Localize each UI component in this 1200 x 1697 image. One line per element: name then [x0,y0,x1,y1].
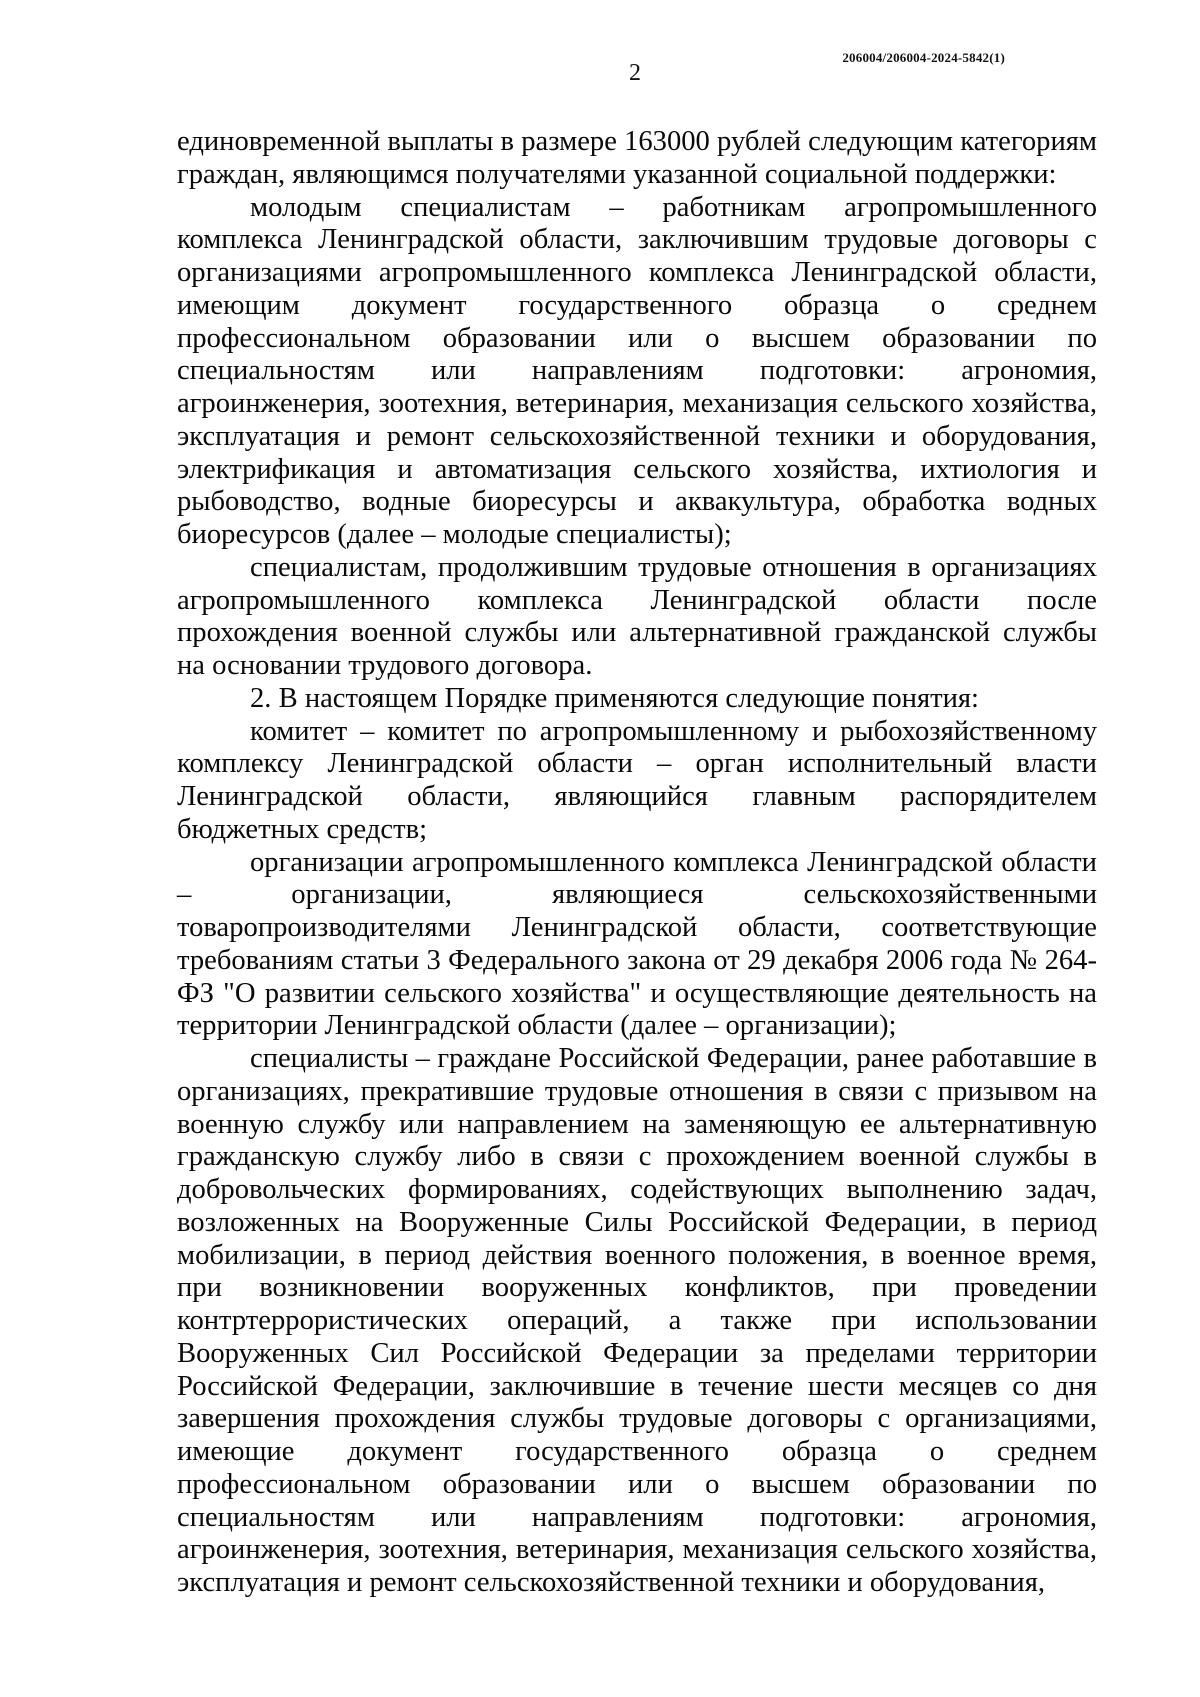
paragraph-definition-specialists: специалисты – граждане Российской Федерации, ранее работавшие в организациях, прекратившие трудовые отношения в связи с призывом на военную службу или направлением на заменяющую ее альтернативную гражданскую службу либо в связи с прохождением военной службы в добровольческих формированиях, содействующих выполнению задач, возложенных на Вооруженные Силы Российской Федерации, в период мобилизации, в период действия военного положения, в военное время, при возникновении вооруженных конфликтов, при проведении контртеррористических операций, а также при использовании Вооруженных Сил Российской Федерации за пределами территории Российской Федерации, заключившие в течение шести месяцев со дня завершения прохождения службы трудовые договоры с организациями, имеющие документ государственного образца о среднем профессиональном образовании или о высшем образовании по специальностям или направлениям подготовки: агрономия, агроинженерия, зоотехния, ветеринария, механизация сельского хозяйства, эксплуатация и ремонт сельскохозяйственной техники и оборудования, [177,1043,1097,1598]
paragraph-young-specialists: молодым специалистам – работникам агропромышленного комплекса Ленинградской области, заключившим трудовые договоры с организациями агропромышленного комплекса Ленинградской области, имеющим документ государственного образца о среднем профессиональном образовании или о высшем образовании по специальностям или направлениям подготовки: агрономия, агроинженерия, зоотехния, ветеринария, механизация сельского хозяйства, эксплуатация и ремонт сельскохозяйственной техники и оборудования, электрификация и автоматизация сельского хозяйства, ихтиология и рыбоводство, водные биоресурсы и аквакультура, обработка водных биоресурсов (далее – молодые специалисты); [177,191,1097,550]
page-number: 2 [629,60,641,86]
paragraph-definition-committee: комитет – комитет по агропромышленному и рыбохозяйственному комплексу Ленинградской области – орган исполнительный власти Ленинградской области, являющийся главным распорядителем бюджетных средств; [177,715,1097,845]
document-registration-number: 206004/206004-2024-5842(1) [842,50,1005,65]
paragraph-definition-organizations: организации агропромышленного комплекса Ленинградской области – организации, являющиеся сельскохозяйственными товаропроизводителями Ленинградской области, соответствующие требованиям статьи 3 Федерального закона от 29 декабря 2006 года № 264-ФЗ "О развитии сельского хозяйства" и осуществляющие деятельность на территории Ленинградской области (далее – организации); [177,846,1097,1042]
paragraph-continuation: единовременной выплаты в размере 163000 рублей следующим категориям граждан, являющимся получателями указанной социальной поддержки: [177,126,1097,190]
document-body [177,126,1097,1600]
paragraph-section-2-heading: 2. В настоящем Порядке применяются следующие понятия: [250,682,979,714]
paragraph-specialists-after-service: специалистам, продолжившим трудовые отношения в организациях агропромышленного комплекса Ленинградской области после прохождения военной службы или альтернативной гражданской службы на основании трудового договора. [177,551,1097,681]
